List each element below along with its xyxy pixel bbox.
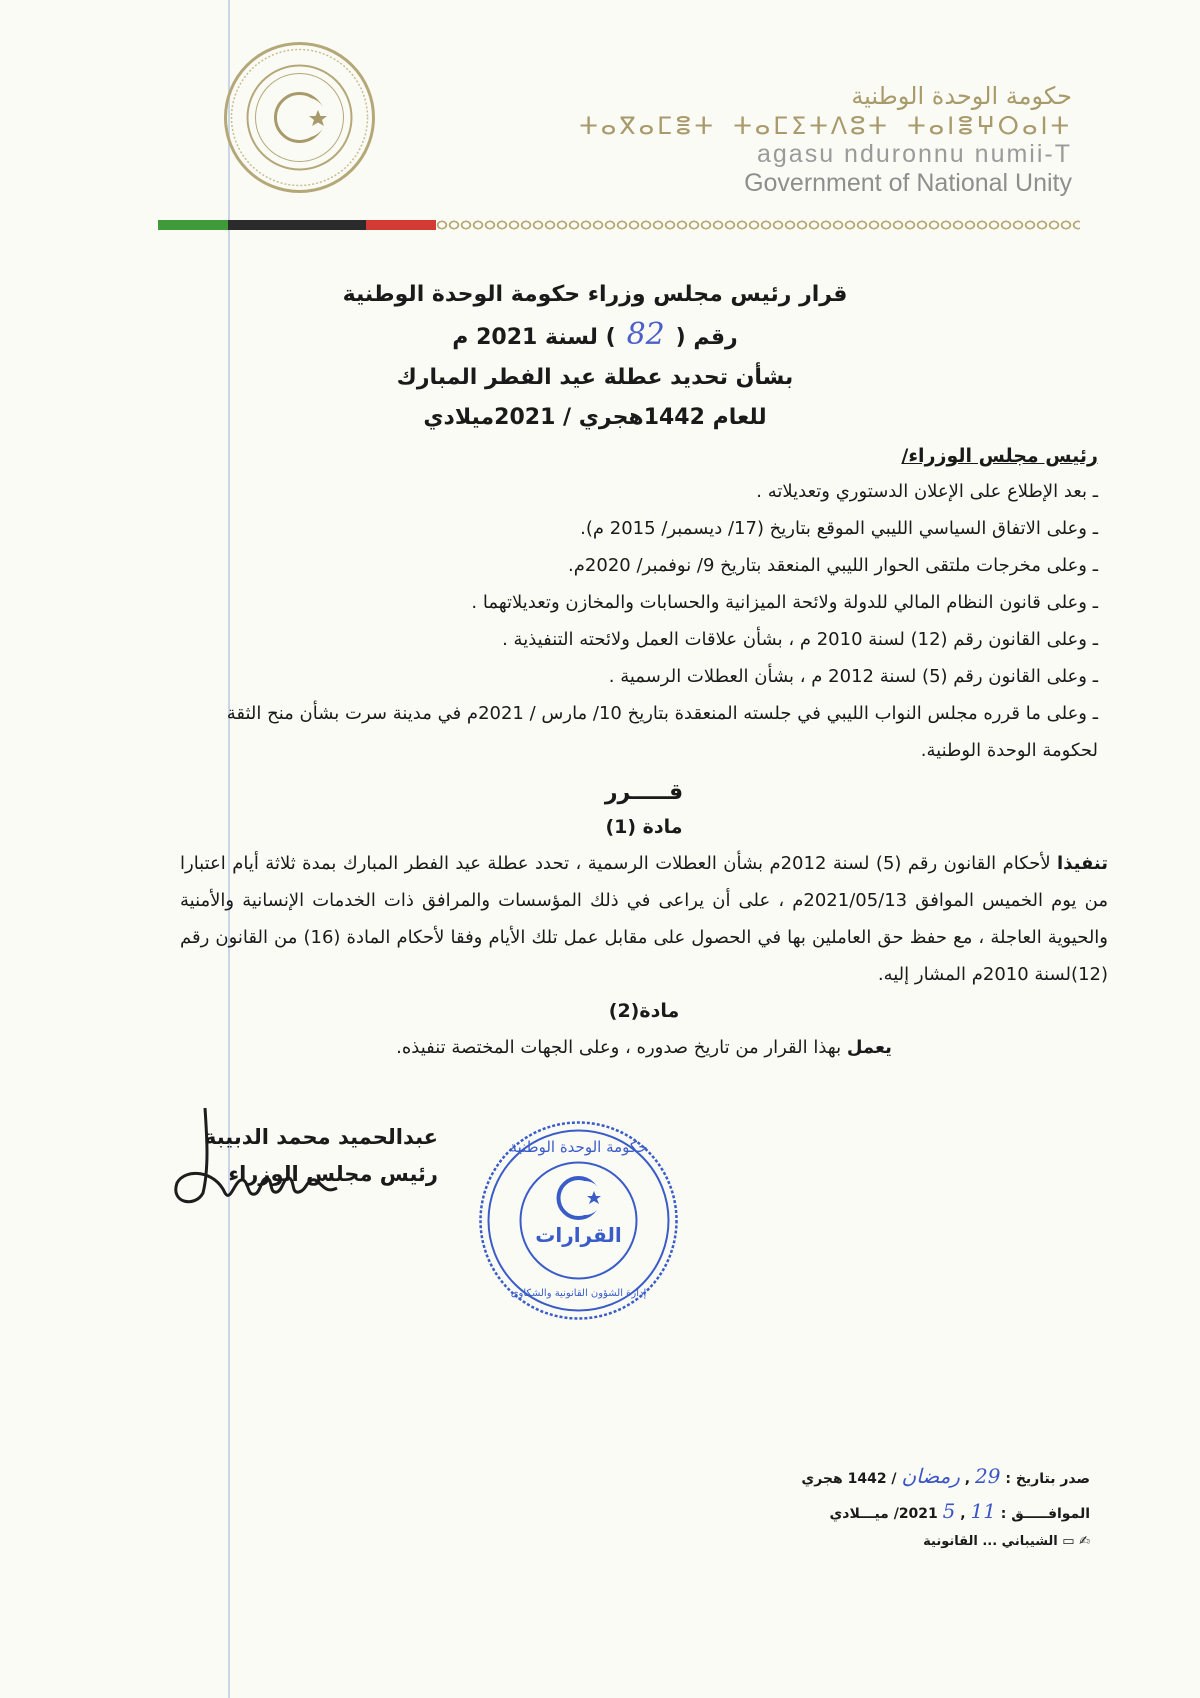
preamble-clause: ـ بعد الإطلاع على الإعلان الدستوري وتعديلاته .: [756, 481, 1098, 502]
article-1-text: تنفيذا لأحكام القانون رقم (5) لسنة 2012م بشأن العطلات الرسمية ، تحدد عطلة عيد الفطر المبارك بمدة ثلاثة أيام اعتبارا من يوم الخميس الموافق 2021/05/13م ، على أن يراعى في ذلك المؤسسات والمرافق ذات الخدمات الإنسانية والأمنية والحيوية العاجلة ، مع حفظ حق العاملين بها في الحصول على مقابل عمل تلك الأيام وفقا لأحكام المادة (16) من القانون رقم (12)لسنة 2010م المشار إليه.: [180, 853, 1109, 985]
addressee: رئيس مجلس الوزراء/: [901, 445, 1098, 467]
seal-center-text: القرارات: [535, 1223, 622, 1247]
seal-bottom-text: إدارة الشؤون القانونية والشكاوى: [510, 1288, 647, 1299]
date-block: [801, 1460, 1090, 1554]
preamble-clause: ـ وعلى القانون رقم (5) لسنة 2012 م ، بشأن العطلات الرسمية .: [608, 666, 1098, 687]
letterhead-english: Government of National Unity: [744, 169, 1072, 197]
file-note: ✍ ▭ الشيباني ... القانونية: [923, 1534, 1090, 1549]
issue-date-hijri: صدر بتاريخ : 29 , رمضان / 1442 هجري: [801, 1464, 1090, 1488]
signatory: [168, 1118, 438, 1192]
preamble-clause: ـ وعلى الاتفاق السياسي الليبي الموقع بتاريخ (17/ ديسمبر/ 2015 م).: [580, 518, 1098, 539]
flag-green: [158, 220, 228, 230]
letterhead-berber: agasu nduronnu numii-T: [757, 140, 1072, 168]
signatory-name: عبدالحميد محمد الدبيبة: [204, 1125, 438, 1149]
letterhead: [579, 82, 1072, 198]
title-number-line: رقم (82) لسنة 2021 م: [330, 315, 860, 358]
title-line-3: بشأن تحديد عطلة عيد الفطر المبارك: [396, 365, 794, 390]
official-seal: [476, 1118, 681, 1323]
decree-heading: قـــــرر: [604, 780, 684, 805]
letterhead-tifinagh: ⵜⴰⴳⴰⵎⴻⵜ ⵜⴰⵎⵉⵜⴷⵓⵜ ⵜⴰⵏⴻⵖⵔⴰⵏⵜ: [579, 112, 1072, 140]
chain-ornament: [436, 220, 1080, 230]
decree-title: [330, 275, 860, 438]
government-emblem: [222, 40, 377, 195]
issue-date-gregorian: الموافـــــق : 11 , 5 2021/ ميـــلادي: [829, 1499, 1090, 1523]
article-1-title: مادة (1): [605, 816, 683, 838]
article-2-title: مادة(2): [608, 1000, 680, 1022]
decree-number: 82: [626, 317, 665, 352]
decree-body: [180, 445, 1108, 1066]
seal-top-text: حكومة الوحدة الوطنية: [509, 1138, 648, 1156]
signatory-role: رئيس مجلس الوزراء: [228, 1162, 438, 1186]
flag-red: [366, 220, 436, 230]
title-line-4: للعام 1442هجري / 2021ميلادي: [423, 405, 767, 430]
preamble-clause: ـ وعلى ما قرره مجلس النواب الليبي في جلسته المنعقدة بتاريخ 10/ مارس / 2021م في مدينة سرت بشأن منح الثقة لحكومة الوحدة الوطنية.: [226, 703, 1098, 761]
file-icon: ✍ ▭: [1062, 1534, 1090, 1549]
preamble-clause: ـ وعلى مخرجات ملتقى الحوار الليبي المنعقد بتاريخ 9/ نوفمبر/ 2020م.: [568, 555, 1098, 576]
letterhead-arabic: حكومة الوحدة الوطنية: [851, 82, 1072, 110]
preamble-clause: ـ وعلى قانون النظام المالي للدولة ولائحة الميزانية والحسابات والمخازن وتعديلاتهما .: [471, 592, 1098, 613]
flag-black: [228, 220, 366, 230]
flag-divider: [158, 220, 1080, 230]
article-2-text: يعمل بهذا القرار من تاريخ صدوره ، وعلى الجهات المختصة تنفيذه.: [396, 1037, 892, 1058]
title-line-1: قرار رئيس مجلس وزراء حكومة الوحدة الوطنية: [342, 282, 848, 307]
preamble-clause: ـ وعلى القانون رقم (12) لسنة 2010 م ، بشأن علاقات العمل ولائحته التنفيذية .: [502, 629, 1098, 650]
